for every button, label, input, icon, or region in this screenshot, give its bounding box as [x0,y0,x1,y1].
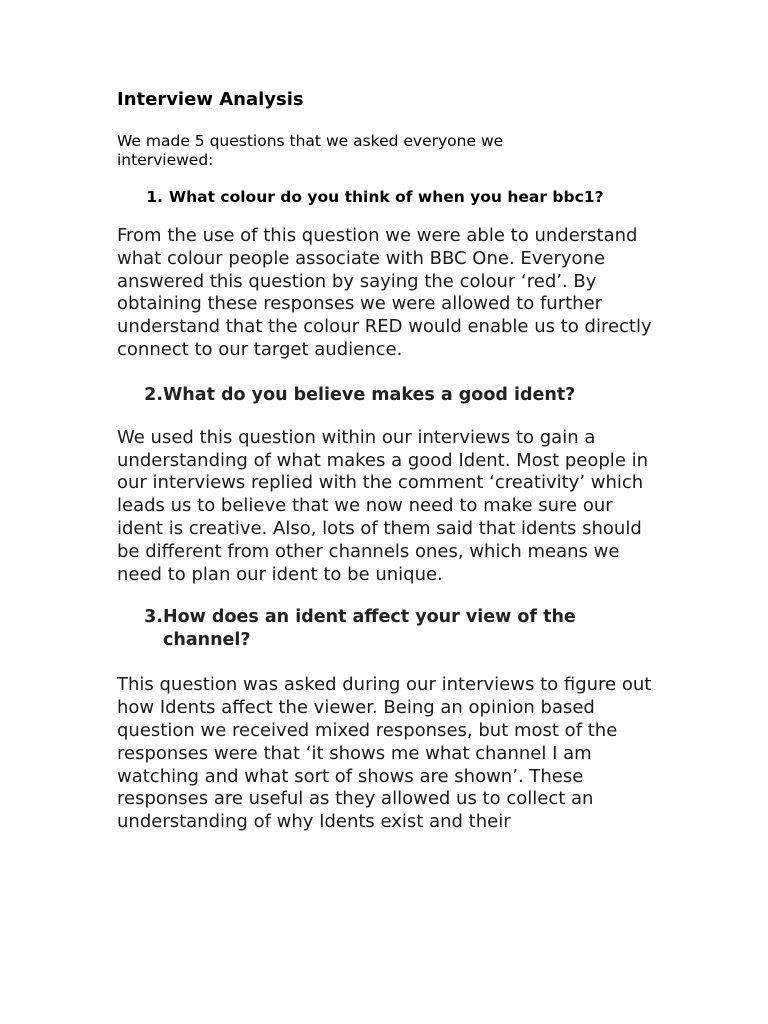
answer-1: From the use of this question we were able to understand what colour people associate with BBC One. Everyone answered this question by saying the colour ‘red’. By obtaining these responses we were allowed to further understand that the colour RED would enable us to directly connect to our target audience. [117,225,652,360]
question-3-text: How does an ident affect your view of the channel? [163,607,576,651]
answer-2: We used this question within our interviews to gain a understanding of what makes a good Ident. Most people in our interviews replied with the comment ‘creativity’ which leads us to believe that we now need to make sure our ident is creative. Also, lots of them said that idents should be different from other channels ones, which means we need to plan our ident to be unique. [117,426,649,585]
question-1-number: 1. [146,188,163,206]
document-title: Interview Analysis [117,89,304,110]
question-2 [117,384,657,407]
question-1-text: What colour do you think of when you hear bbc1? [169,188,604,206]
question-2-number: 2. [144,384,163,405]
document-page [117,88,657,834]
question-1 [117,188,657,207]
question-2-text: What do you believe makes a good ident? [163,384,576,405]
answer-3: This question was asked during our interviews to figure out how Idents affect the viewer. Being an opinion based question we received mixed responses, but most of the responses were that ‘it shows me what channel I am watching and what sort of shows are shown’. These responses are useful as they allowed us to collect an understanding of why Idents exist and their [117,674,652,833]
intro-paragraph: We made 5 questions that we asked everyone we interviewed: [117,132,504,169]
question-3 [117,606,657,652]
question-3-number: 3. [144,607,163,628]
